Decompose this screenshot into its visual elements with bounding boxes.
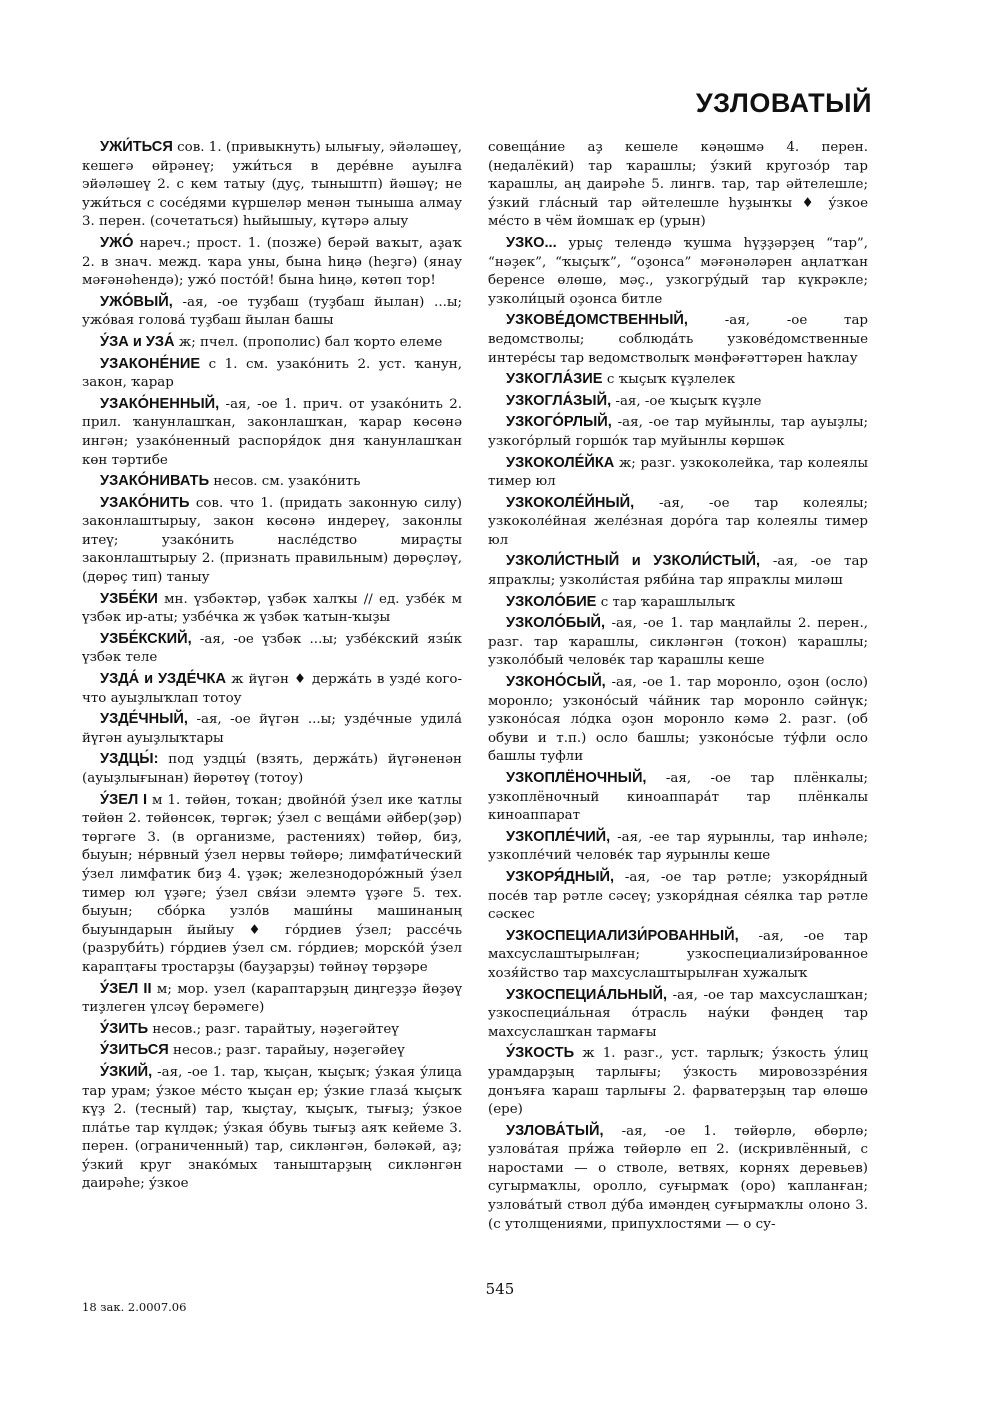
entry-text: мн. үзбәктәр, үзбәк халҡы // ед. узбе́к м үзбәк ир-аты; узбе́чка ж үзбәк ҡатын-ҡыҙы <box>82 591 462 626</box>
dictionary-entry <box>488 552 868 590</box>
headword: УЗКОЛО́БИЕ <box>506 593 597 610</box>
headword: УЗКО... <box>506 234 557 251</box>
dictionary-entry <box>82 333 462 353</box>
left-column <box>82 138 462 1196</box>
dictionary-entry <box>488 593 868 613</box>
entry-text: -ая, -ое 1. тар, ҡыҫан, ҡыҫыҡ; у́зкая у́лица тар урам; у́зкое ме́сто ҡыҫан ер; у́зкие глаза́ ҡыҫыҡ күҙ 2. (тесный) тар, ҡыҫтау, ҡыҫыҡ, тығыҙ; у́зкое пла́тье тар күлдәк; у́зкая о́бувь тығыҙ аяҡ кейеме 3. перен. (ограниченный) тар, сикләнгән, бәләкәй, аҙ; у́зкий круг знако́мых таныштарҙың сикләнгән даирәһе; у́зкое <box>82 1064 462 1192</box>
headword: УЗЛОВА́ТЫЙ, <box>506 1122 604 1139</box>
entry-text: с тар ҡарашлылыҡ <box>600 594 736 610</box>
dictionary-entry <box>82 293 462 331</box>
entry-text: ж 1. разг., уст. тарлыҡ; у́зкость у́лиц урамдарҙың тарлығы; у́зкость мировоззре́ния донъяға ҡараш тарлығы 2. фарватерҙың тар өлөшө (ере) <box>488 1046 868 1118</box>
page-number: 545 <box>485 1280 515 1298</box>
headword: УЗАКО́НИТЬ <box>100 494 190 511</box>
entry-text: -ая, -ое тар муйынлы, тар ауыҙлы; узкого́рлый горшо́к тар муйынлы көршәк <box>488 415 868 449</box>
headword: УЗКОПЛЕ́ЧИЙ, <box>506 828 611 845</box>
dictionary-entry <box>82 355 462 393</box>
headword: УЗДЦЫ́: <box>100 751 159 768</box>
headword: УЗАКО́НЕННЫЙ, <box>100 395 220 412</box>
entry-text: -ая, -ое 1. төйөрлө, өбөрлө; узлова́тая пря́жа төйөрлө еп 2. (искривлённый, с наростами — о стволе, ветвях, корнях деревьев) сугырмаҡлы, оролло, суғырмаҡ (оро) ҡапланған; узлова́тый ствол ду́ба имәндең суғырмаҡлы олоно 3. (с утолщениями, припухлостями — о су- <box>488 1123 868 1232</box>
headword: У́ЗИТЬСЯ <box>100 1042 169 1059</box>
headword: У́ЗЕЛ II <box>100 980 152 997</box>
headword: УЗКОСПЕЦИАЛИЗИ́РОВАННЫЙ, <box>506 927 739 944</box>
headword: УЖО́ <box>100 234 134 251</box>
entry-text: несов.; разг. тарайтыу, нәҙегәйтеү <box>152 1021 399 1037</box>
entry-text: -ая, -ое тар махсуслашҡан; узкоспециа́льная о́трасль нау́ки фәндең тар махсуслашҡан тармағы <box>488 987 868 1040</box>
dictionary-entry <box>82 980 462 1018</box>
entry-text: -ая, -ое тар япраҡлы; узколи́стая ряби́на тар япраҡлы миләш <box>488 554 868 589</box>
entry-text: под уздцы́ (взять, держа́ть) йүгәненән (ауыҙлығынан) йөрөтөү (тотоу) <box>82 752 462 786</box>
entry-text: -ая, -ое туҙбаш (туҙбаш йылан) ...ы; ужо́вая голова́ туҙбаш йылан башы <box>82 294 463 329</box>
dictionary-entry <box>488 769 868 826</box>
dictionary-entry <box>488 868 868 925</box>
dictionary-entry <box>488 392 868 412</box>
dictionary-entry <box>488 370 868 390</box>
right-column <box>488 138 868 1236</box>
dictionary-entry <box>82 1020 462 1040</box>
headword: УЗБЕ́КИ <box>100 590 158 607</box>
dictionary-entry <box>488 927 868 984</box>
dictionary-entry <box>82 395 462 470</box>
dictionary-entry <box>488 986 868 1043</box>
dictionary-entry <box>82 472 462 492</box>
entry-text: несов. см. узако́нить <box>213 474 361 490</box>
entry-text: ж йүгән ♦ держа́ть в узде́ кого-что ауыҙлыҡлап тотоу <box>82 672 462 706</box>
entry-text: -ая, -ое ҡыҫыҡ күҙле <box>615 393 762 409</box>
entry-text: с ҡыҫыҡ күҙлелек <box>606 372 736 388</box>
dictionary-entry <box>488 413 868 451</box>
entry-text: ж; пчел. (прополис) бал ҡорто елеме <box>178 334 443 350</box>
entry-text: -ая, -ое тар рәтле; узкоря́дный посе́в тар рәтле сәсеү; узкоря́дная се́ялка тар рәтле сәскес <box>488 869 868 923</box>
dictionary-entry <box>488 828 868 866</box>
headword: УЗКОРЯ́ДНЫЙ, <box>506 868 615 885</box>
entry-text: сов. 1. (привыкнуть) ылығыу, эйәләшеү, кешегә өйрәнеү; ужи́ться в дере́вне ауылға эйәләшеү 2. с кем татыу (дуҫ, тыныштп) йәшәү; не ужи́ться с сосе́дями күршеләр менән тыныша алмау 3. перен. (сочетаться) һыйышыу, күтәрә алыу <box>82 140 462 230</box>
headword: УЗКОГО́РЛЫЙ, <box>506 414 612 431</box>
dictionary-entry <box>82 590 462 628</box>
dictionary-entry <box>82 138 462 232</box>
dictionary-entry <box>488 234 868 309</box>
entry-text: урыҫ телендә ҡушма һүҙҙәрҙең “тар”, “нәҙек”, “ҡыҫыҡ”, “оҙонса” мәғәнәләрен аңлатҡан беренсе өлөшө, мәҫ., узкогру́дый тар күкрәкле; узколи́цый оҙонса битле <box>488 235 868 307</box>
dictionary-entry <box>82 1063 462 1194</box>
headword: УЖИ́ТЬСЯ <box>100 139 173 155</box>
dictionary-entry <box>82 630 462 668</box>
headword: УЗКОКОЛЕ́ЙКА <box>506 454 615 471</box>
printer-footnote: 18 зак. 2.0007.06 <box>82 1300 187 1314</box>
headword: УЗКОЛИ́СТНЫЙ и УЗКОЛИ́СТЫЙ, <box>506 553 761 570</box>
entry-text: совеща́ние аҙ кешеле кәңәшмә 4. перен. (недалёкий) тар ҡарашлы; у́зкий кругозо́р тар ҡарашлы, аң даирәһе 5. лингв. тар, тар әйтелешле; у́зкий гла́сный тар әйтелешле һуҙынҡы ♦ у́зкое ме́сто в чём йомшаҡ ер (урын) <box>488 140 868 230</box>
dictionary-entry <box>488 1044 868 1119</box>
headword: У́ЗА и УЗА́ <box>100 333 175 350</box>
headword: УЗКОВЕ́ДОМСТВЕННЫЙ, <box>506 312 688 329</box>
headword: УЗКОГЛА́ЗЫЙ, <box>506 392 612 409</box>
dictionary-entry-continued <box>488 138 868 232</box>
headword: УЖО́ВЫЙ, <box>100 293 173 310</box>
dictionary-entry <box>82 670 462 708</box>
entry-text: с 1. см. узако́нить 2. уст. ҡанун, закон, ҡарар <box>82 356 462 391</box>
headword: УЗКОЛО́БЫЙ, <box>506 615 606 632</box>
entry-text: -ая, -ое тар колеялы; узкоколе́йная желе́зная доро́га тар колеялы тимер юл <box>488 495 868 548</box>
headword: УЗБЕ́КСКИЙ, <box>100 630 192 647</box>
headword: УЗКОГЛА́ЗИЕ <box>506 371 603 388</box>
entry-text: -ая, -ое 1. прич. от узако́нить 2. прил. ҡанунлашҡан, законлашҡан, ҡарар көсөнә ингән; узако́ненный распоря́док дня ҡанунлашҡан көн тәртибе <box>82 396 462 468</box>
entry-text: сов. что 1. (придать законную силу) законлаштырыу, закон көсөнә индереү, законлы итеү; узако́нить насле́дство мираҫты законлаштырыу 2. (признать правильным) дөрөҫләү, (дөрөҫ тип) таныу <box>82 495 462 586</box>
entry-text: м 1. төйөн, тоҡан; двойно́й у́зел ике ҡатлы төйөн 2. төйөнсөк, төргәк; у́зел с веща́ми әйбер(ҙәр) төргәге 3. (в организме, растениях) төйөр, биҙ, быуын; не́рвный у́зел нервы төйөрө; лимфати́ческий у́зел лимфатик биҙ 4. үҙәк; железнодоро́жный у́зел тимер юл үҙәге; у́зел свя́зи элемтә үҙәге 5. тех. быуын; сбо́рка узло́в маши́ны машинаның быуындарын йыйыу ♦ го́рдиев у́зел; рассе́чь (разруби́ть) го́рдиев у́зел см. го́рдиев; морско́й у́зел карапҭағы тростарҙы (бауҙарҙы) төйнәү төрҙәре <box>82 792 462 975</box>
headword: УЗДА́ и УЗДЕ́ЧКА <box>100 671 226 688</box>
entry-text: несов.; разг. тарайыу, нәҙегәйеү <box>173 1043 405 1059</box>
dictionary-entry <box>82 710 462 748</box>
entry-text: -ая, -ее тар яурынлы, тар инһәле; узкопле́чий челове́к тар яурынлы кеше <box>488 829 868 864</box>
dictionary-entry <box>488 311 868 368</box>
headword: У́ЗИТЬ <box>100 1020 149 1037</box>
headword: УЗАКОНЕ́НИЕ <box>100 355 201 372</box>
entry-text: -ая, -ое үзбәк ...ы; узбе́кский язы́к үзбәк теле <box>82 631 463 666</box>
dictionary-entry <box>488 614 868 671</box>
running-head: УЗЛОВАТЫЙ <box>695 88 872 118</box>
headword: У́ЗЕЛ I <box>100 791 148 808</box>
headword: У́ЗКОСТЬ <box>506 1045 575 1062</box>
headword: УЗАКО́НИВАТЬ <box>100 473 210 490</box>
headword: У́ЗКИЙ, <box>100 1063 153 1080</box>
headword: УЗКОКОЛЕ́ЙНЫЙ, <box>506 494 635 511</box>
dictionary-entry <box>82 750 462 788</box>
dictionary-entry <box>82 791 462 978</box>
entry-text: -ая, -ое тар плёнкалы; узкоплёночный киноаппара́т тар плёнкалы киноаппарат <box>488 771 868 824</box>
entry-text: м; мор. узел (караптарҙың диңгеҙҙә йөҙөү тиҙлеген үлсәү берәмеге) <box>82 981 463 1016</box>
entry-text: -ая, -ое тар ведомстволы; соблюда́ть узкове́домственные интере́сы тар ведомстволыҡ мәнфәғәттәрен һаҡлау <box>488 313 868 366</box>
dictionary-entry <box>82 494 462 588</box>
dictionary-entry <box>82 1041 462 1061</box>
headword: УЗДЕ́ЧНЫЙ, <box>100 711 188 728</box>
headword: УЗКОПЛЁНОЧНЫЙ, <box>506 770 647 786</box>
entry-text: -ая, -ое 1. тар моронло, оҙон (осло) моронло; узконо́сый ча́йник тар моронло сәйнүк; узконо́сая ло́дка оҙон моронло кәмә 2. разг. (об обуви и т.п.) осло башлы; узконо́сые ту́фли осло башлы туфли <box>488 675 868 765</box>
entry-text: нареч.; прост. 1. (позже) берәй ваҡыт, аҙаҡ 2. в знач. межд. ҡара уны, бына һиңә (һеҙгә) (янау мәғәнәһендә); ужо́ посто́й! бына һиңә, көтөп тор! <box>82 235 462 289</box>
headword: УЗКОНО́СЫЙ, <box>506 674 606 691</box>
dictionary-entry <box>82 234 462 291</box>
headword: УЗКОСПЕЦИА́ЛЬНЫЙ, <box>506 986 668 1003</box>
entry-text: ж; разг. узкоколейка, тар колеялы тимер юл <box>488 455 869 490</box>
dictionary-entry <box>488 494 868 551</box>
entry-text: -ая, -ое 1. тар маңлайлы 2. перен., разг. тар ҡарашлы, сикләнгән (тоҡон) ҡарашлы; узколо́бый челове́к тар ҡарашлы кеше <box>488 616 868 669</box>
entry-text: -ая, -ое йүгән ...ы; узде́чные удила́ йүгән ауыҙлыҡтары <box>82 712 462 746</box>
dictionary-entry <box>488 1122 868 1235</box>
entry-text: -ая, -ое тар махсуслаштырылған; узкоспециализи́рованное хозя́йство тар махсуслаштырылған хужалыҡ <box>488 928 869 981</box>
dictionary-entry <box>488 673 868 767</box>
dictionary-entry <box>488 454 868 492</box>
